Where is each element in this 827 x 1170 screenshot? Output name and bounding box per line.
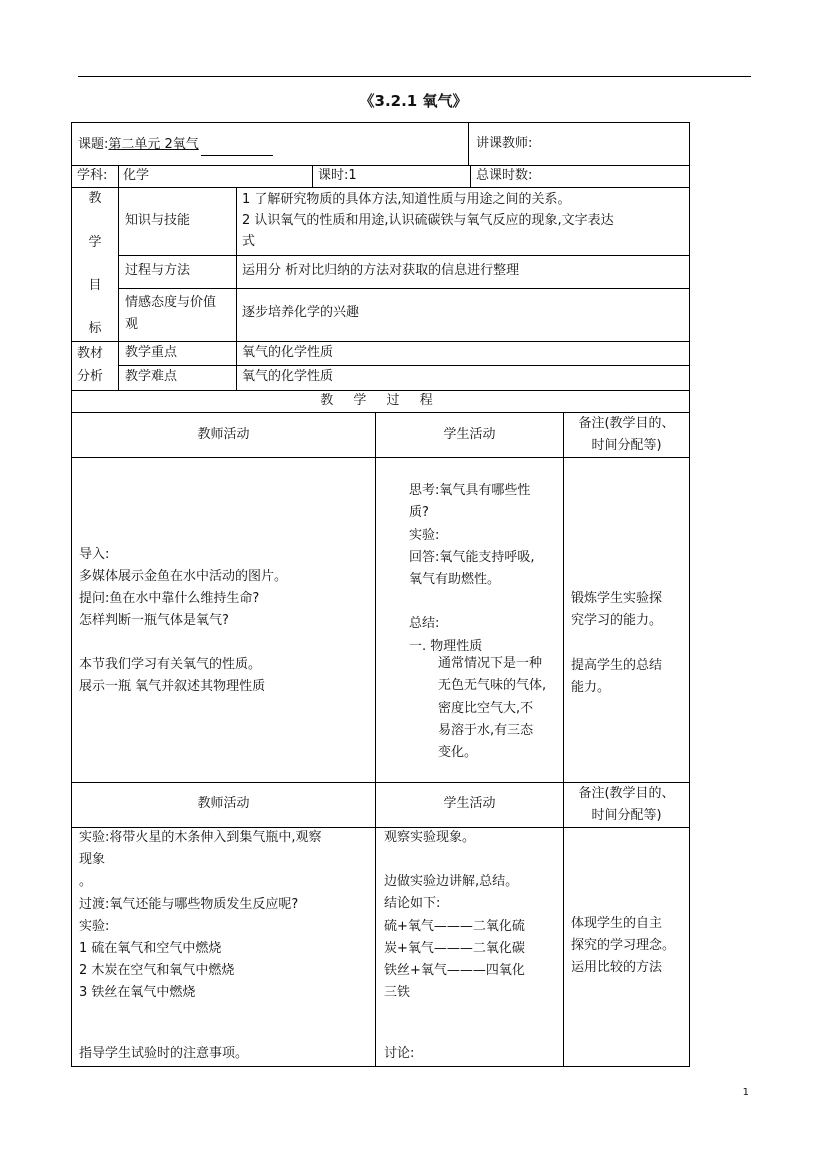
section1-student-line: 总结:	[409, 616, 440, 632]
table-border-left	[71, 122, 72, 1067]
knowledge-line-3: 式	[242, 234, 256, 249]
knowledge-line-1: 1 了解研究物质的具体方法,知道性质与用途之间的关系。	[242, 192, 571, 207]
section2-student-line: 三铁	[384, 985, 411, 1001]
emotion-label-line-1: 情感态度与价值	[125, 295, 217, 310]
student-activity-header: 学生活动	[443, 427, 496, 442]
page-number: 1	[742, 1087, 749, 1098]
section2-teacher-activity	[79, 827, 322, 1005]
section2-student-line: 结论如下:	[384, 896, 441, 912]
note-header-2-line-1: 备注(教学目的、	[578, 786, 675, 801]
total-periods-label: 总课时数:	[476, 168, 533, 183]
section1-physical-properties	[438, 653, 546, 764]
objectives-side-label-1: 教	[88, 191, 102, 206]
objectives-side-label-4: 标	[88, 321, 102, 336]
note-header-line-2: 时间分配等)	[591, 438, 662, 453]
section2-teacher-line: 实验:将带火星的木条伸入到集气瓶中,观察	[79, 830, 322, 845]
section2-student-line: 观察实验现象。	[384, 830, 476, 845]
section1-student-line: 一. 物理性质	[409, 638, 483, 654]
section1-teacher-line: 展示一瓶 氧气并叙述其物理性质	[79, 679, 266, 694]
section2-student-line: 铁丝+氧气———四氧化	[384, 963, 525, 979]
section2-teacher-line: 1 硫在氧气和空气中燃烧	[79, 941, 222, 957]
section1-teacher-line: 导入:	[79, 547, 110, 562]
section1-teacher-line: 提问:鱼在水中靠什么维持生命?	[79, 591, 260, 606]
period-value: 1	[348, 168, 357, 183]
analysis-side-label-2: 分析	[77, 369, 104, 384]
section1-student-line	[409, 591, 535, 613]
section1-property-line: 易溶于水,有三态	[438, 722, 534, 738]
section1-student-line: 回答:氧气能支持呼吸,	[409, 549, 535, 565]
table-border-top	[71, 122, 690, 123]
section1-notes	[571, 588, 662, 699]
section1-student-line: 质?	[409, 505, 429, 521]
objectives-side-label-2: 学	[88, 235, 102, 250]
subject-value: 化学	[123, 168, 150, 183]
document-title: 《3.2.1 氧气》	[359, 92, 468, 110]
analysis-side-label-1: 教材	[77, 346, 104, 361]
section2-teacher-line: 过渡:氧气还能与哪些物质发生反应呢?	[79, 896, 299, 912]
section1-teacher-line	[79, 632, 287, 654]
objectives-side-label-3: 目	[88, 278, 102, 293]
section2-notes	[571, 913, 675, 980]
section2-note-line: 探究的学习理念。	[571, 938, 676, 954]
process-title: 教 学 过 程	[320, 393, 441, 408]
section1-student-activity	[409, 480, 535, 658]
section2-student-line	[384, 849, 525, 871]
section2-note-line: 体现学生的自主	[571, 916, 663, 931]
section1-property-line: 无色无气味的气体,	[438, 678, 547, 694]
section1-note-line	[571, 633, 662, 655]
section2-student-line: 炭+氧气———二氧化碳	[384, 940, 525, 956]
emotion-label-line-2: 观	[125, 317, 139, 332]
section1-student-line: 思考:氧气具有哪些性	[409, 483, 531, 498]
section1-note-line: 锻炼学生实验探	[571, 591, 663, 606]
table-border-bottom	[71, 1066, 690, 1067]
teacher-activity-header: 教师活动	[197, 427, 250, 442]
section2-teacher-line: 实验:	[79, 918, 110, 934]
process-method-label: 过程与方法	[125, 263, 191, 278]
section2-teacher-line: 3 铁丝在氧气中燃烧	[79, 985, 196, 1001]
section2-teacher-line: 现象	[79, 852, 106, 868]
key-point-text: 氧气的化学性质	[242, 345, 334, 360]
section2-student-line: 硫+氧气———二氧化硫	[384, 918, 525, 934]
section1-teacher-activity	[79, 544, 287, 698]
section2-teacher-line: 2 木炭在空气和氧气中燃烧	[79, 963, 235, 979]
section2-teacher-last: 指导学生试验时的注意事项。	[79, 1046, 249, 1061]
student-activity-header-2: 学生活动	[443, 796, 496, 811]
teacher-label: 讲课教师:	[476, 136, 533, 151]
section1-property-line: 密度比空气大,不	[438, 700, 534, 716]
section1-note-line: 提高学生的总结	[571, 657, 663, 673]
process-method-text: 运用分 析对比归纳的方法对获取的信息进行整理	[242, 263, 520, 278]
section1-property-line: 变化。	[438, 745, 478, 761]
knowledge-label: 知识与技能	[125, 213, 191, 228]
knowledge-line-2: 2 认识氧气的性质和用途,认识硫碳铁与氧气反应的现象,文字表达	[242, 213, 614, 228]
section1-note-line: 能力。	[571, 679, 611, 695]
section1-note-line: 究学习的能力。	[571, 613, 663, 629]
section2-note-line: 运用比较的方法	[571, 960, 663, 976]
section2-student-activity	[384, 827, 525, 1004]
difficulty-text: 氧气的化学性质	[242, 369, 334, 384]
header-rule	[78, 76, 751, 77]
teacher-activity-header-2: 教师活动	[197, 796, 250, 811]
note-header-2-line-2: 时间分配等)	[591, 808, 662, 823]
section1-student-line: 氧气有助燃性。	[409, 572, 501, 588]
note-header-line-1: 备注(教学目的、	[578, 416, 675, 431]
table-border-right	[689, 122, 690, 1067]
topic-value: 第二单元 2氧气	[108, 137, 199, 152]
emotion-text: 逐步培养化学的兴趣	[242, 305, 360, 320]
period-label: 课时:	[318, 168, 349, 183]
topic-label: 课题:	[78, 137, 109, 152]
section2-student-last: 讨论:	[384, 1046, 415, 1061]
section1-student-line: 实验:	[409, 527, 440, 543]
section1-teacher-line: 多媒体展示金鱼在水中活动的图片。	[79, 569, 288, 584]
section1-teacher-line: 本节我们学习有关氧气的性质。	[79, 657, 262, 672]
subject-label: 学科:	[77, 168, 108, 183]
period-field	[318, 165, 357, 187]
section1-property-line: 通常情况下是一种	[438, 656, 543, 671]
section2-student-line: 边做实验边讲解,总结。	[384, 874, 519, 890]
topic-field	[78, 134, 273, 156]
section2-teacher-line: 。	[79, 874, 93, 890]
key-point-label: 教学重点	[125, 345, 178, 360]
topic-blank-line	[201, 155, 273, 156]
section1-teacher-line: 怎样判断一瓶气体是氧气?	[79, 613, 229, 628]
difficulty-label: 教学难点	[125, 369, 178, 384]
